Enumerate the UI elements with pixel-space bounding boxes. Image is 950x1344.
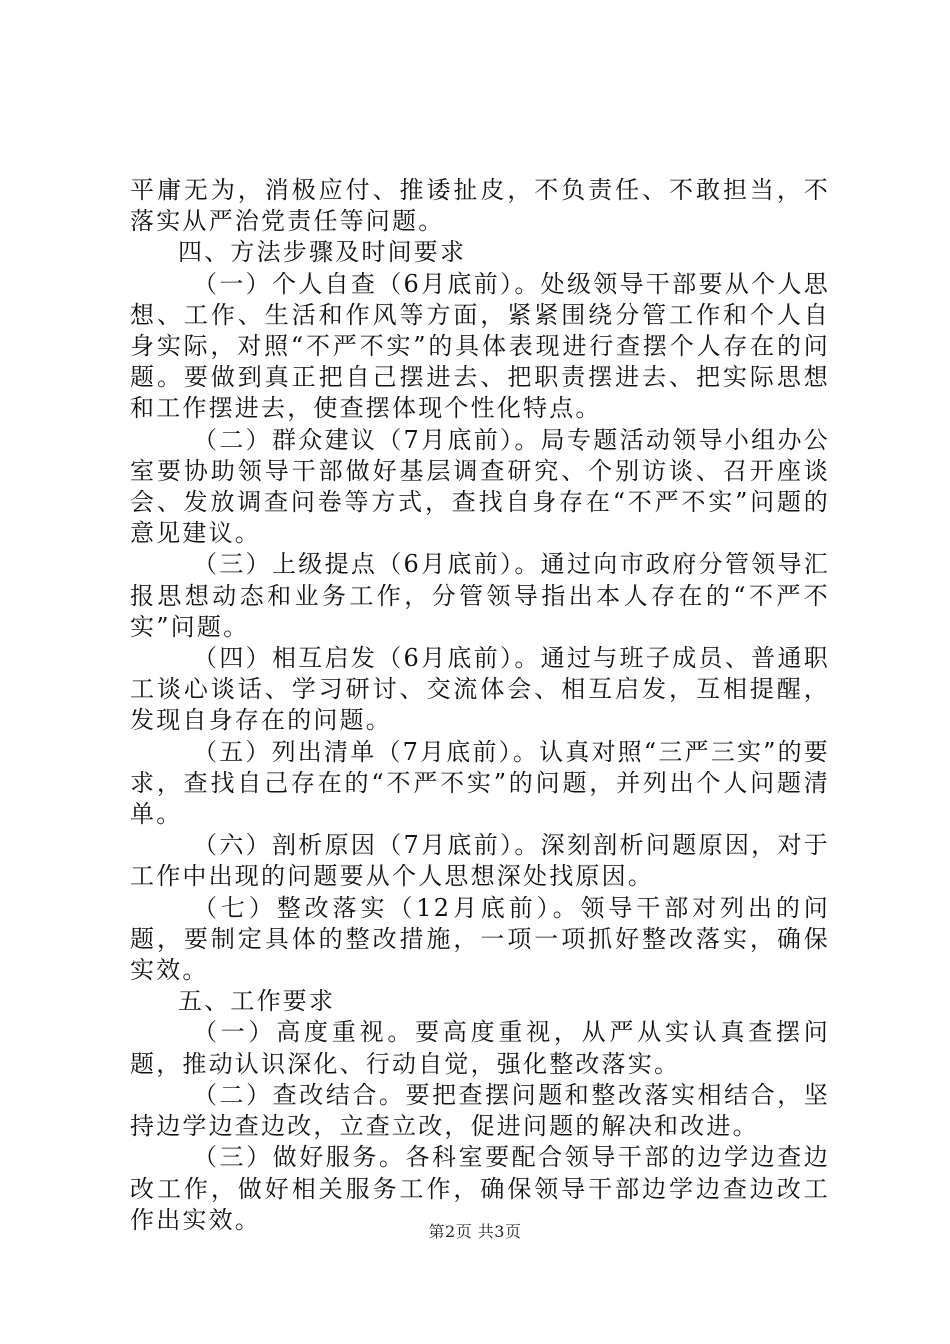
page-number-label: 第2页 共3页 (428, 1222, 522, 1241)
item-self-check: （一）个人自查（6月底前）。处级领导干部要从个人思想、工作、生活和作风等方面，紧紧围绕分管工作和个人自身实际，对照“不严不实”的具体表现进行查摆个人存在的问题。要做到真正把自己摆进去、把职责摆进去、把实际思想和工作摆进去，使查摆体现个性化特点。 (130, 269, 830, 423)
item-list-issues: （五）列出清单（7月底前）。认真对照“三严三实”的要求，查找自己存在的“不严不实”的问题，并列出个人问题清单。 (130, 737, 831, 829)
item-analyze-causes: （六）剖析原因（7月底前）。深刻剖析问题原因，对于工作中出现的问题要从个人思想深处找原因。 (130, 831, 830, 891)
item-mutual-inspiration: （四）相互启发（6月底前）。通过与班子成员、普通职工谈心谈话、学习研讨、交流体会、相互启发，互相提醒，发现自身存在的问题。 (130, 644, 830, 735)
paragraph-continuation: 平庸无为，消极应付、推诿扯皮，不负责任、不敢担当，不落实从严治党责任等问题。 (130, 176, 830, 236)
section-heading-methods: 四、方法步骤及时间要求 (178, 238, 467, 267)
item-public-suggestions: （二）群众建议（7月底前）。局专题活动领导小组办公室要协助领导干部做好基层调查研究、个别访谈、召开座谈会、发放调查问卷等方式，查找自身存在“不严不实”问题的意见建议。 (130, 425, 830, 548)
item-good-service: （三）做好服务。各科室要配合领导干部的边学边查边改工作，做好相关服务工作，确保领导干部边学边查边改工作出实效。 (130, 1143, 830, 1234)
item-check-and-fix: （二）查改结合。要把查摆问题和整改落实相结合，坚持边学边查边改，立查立改，促进问题的解决和改进。 (130, 1080, 830, 1141)
section-heading-requirements: 五、工作要求 (178, 987, 336, 1016)
page-footer (0, 1219, 950, 1242)
item-high-attention: （一）高度重视。要高度重视，从严从实认真查摆问题，推动认识深化、行动自觉，强化整改落实。 (130, 1018, 830, 1078)
document-body (130, 175, 830, 1236)
item-superior-guidance: （三）上级提点（6月底前）。通过向市政府分管领导汇报思想动态和业务工作，分管领导指出本人存在的“不严不实”问题。 (130, 550, 830, 641)
item-rectification: （七）整改落实（12月底前）。领导干部对列出的问题，要制定具体的整改措施，一项一项抓好整改落实，确保实效。 (130, 893, 830, 985)
